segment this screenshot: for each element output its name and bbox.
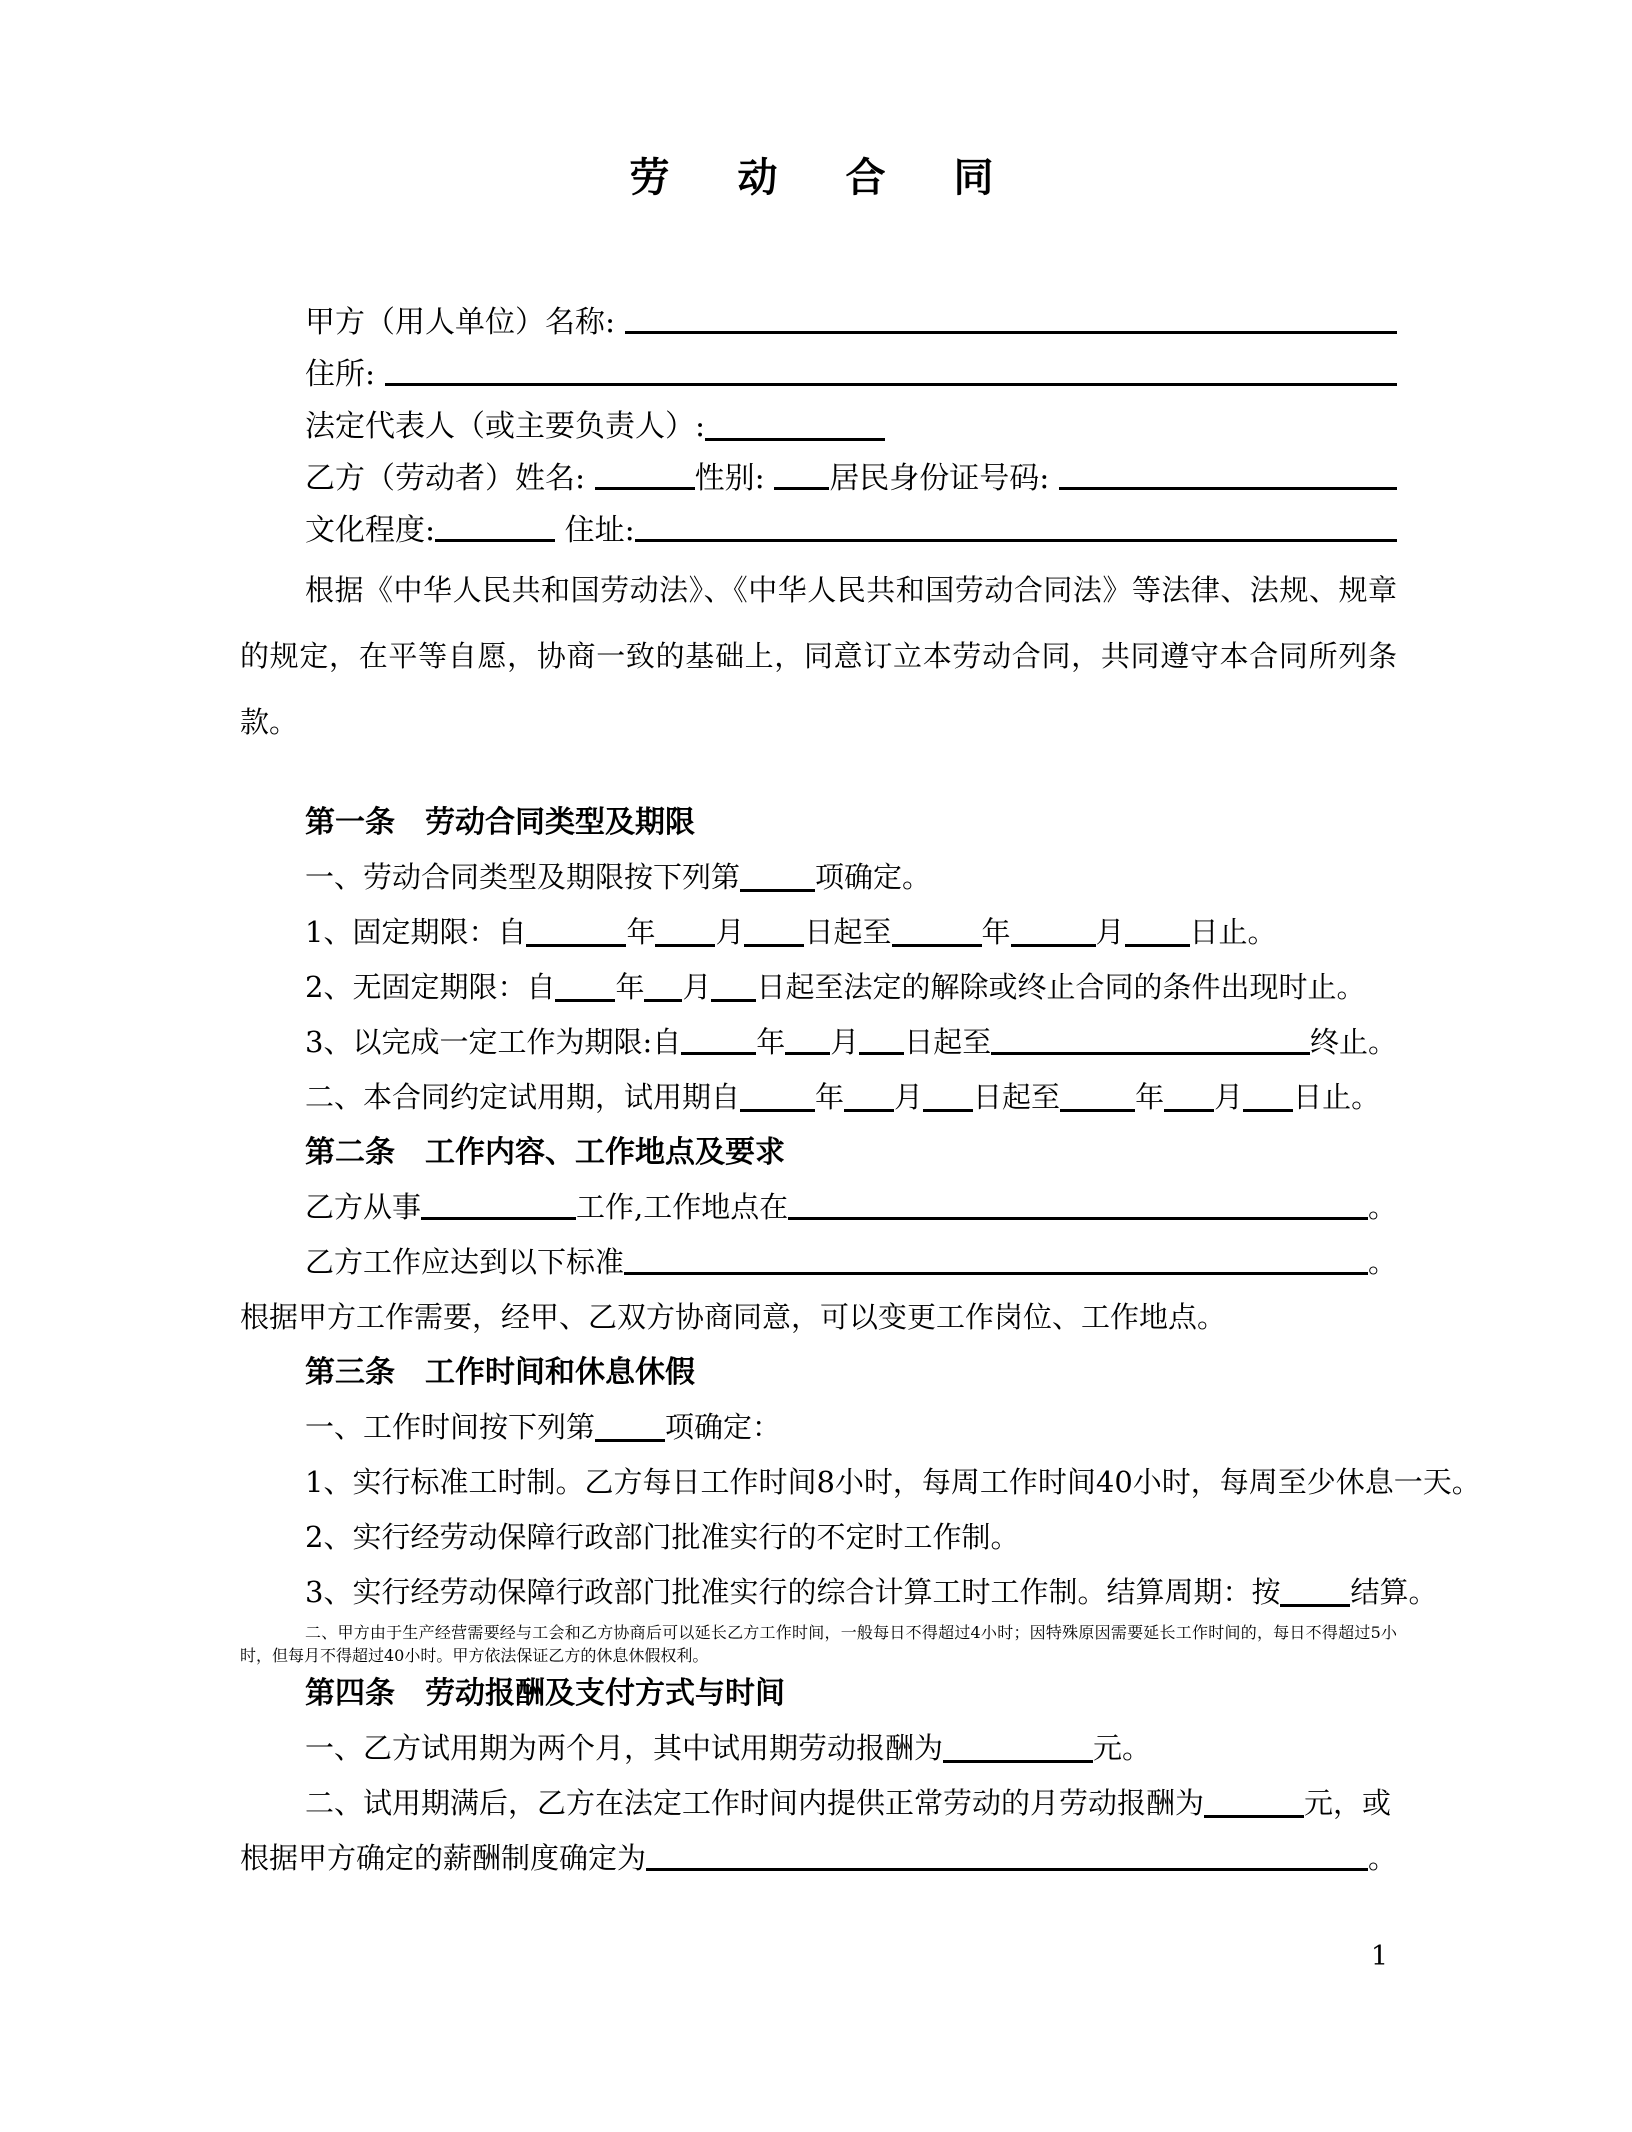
text-run: 乙方工作应达到以下标准 (305, 1245, 625, 1279)
text-run: 2、无固定期限：自 (305, 970, 556, 1004)
blank-field (655, 934, 715, 947)
text-run: 项确定： (665, 1410, 782, 1444)
blank-field (526, 934, 626, 947)
text-run: 年 (1135, 1080, 1165, 1114)
article-4-item-1 (240, 1721, 1397, 1776)
text-run: 第四条 劳动报酬及支付方式与时间 (305, 1676, 785, 1711)
blank-field (1059, 487, 1397, 490)
blank-field (681, 1052, 756, 1055)
text-run: 第二条 工作内容、工作地点及要求 (305, 1135, 785, 1170)
blank-field (385, 383, 1397, 386)
blank-field (705, 428, 885, 441)
text-run: 根据《中华人民共和国劳动法》、《中华人民共和国劳动合同法》等法律、法规、规章的规定，在平等自愿，协商一致的基础上，同意订立本劳动合同，共同遵守本合同所列条款。 (240, 573, 1397, 739)
text-run: 元，或 (1304, 1786, 1392, 1820)
text-run: 3、实行经劳动保障行政部门批准实行的综合计算工时工作制。结算周期：按 (305, 1575, 1281, 1609)
text-run: 一、劳动合同类型及期限按下列第 (305, 860, 741, 894)
text-run: 工作,工作地点在 (576, 1190, 789, 1224)
blank-field (740, 879, 815, 892)
line-legal-representative (240, 401, 1397, 453)
blank-field (595, 487, 695, 490)
page-title: 劳 动 合 同 (629, 154, 1008, 201)
text-run: 住址: (555, 513, 635, 548)
text-run: 终止。 (1309, 1025, 1397, 1059)
text-run: 根据甲方工作需要，经甲、乙双方协商同意，可以变更工作岗位、工作地点。 (240, 1300, 1227, 1334)
line-party-a-name (240, 297, 1397, 349)
text-run: 乙方（劳动者）姓名: (305, 461, 595, 496)
article-2-line-1 (240, 1180, 1397, 1235)
text-run: 住所: (305, 357, 385, 392)
blank-field (788, 1217, 1368, 1220)
text-run: 1、固定期限：自 (305, 915, 527, 949)
article-2-line-2 (240, 1235, 1397, 1290)
blank-field (646, 1868, 1368, 1871)
text-run: 年 (626, 915, 656, 949)
line-party-a-address (240, 349, 1397, 401)
text-run: 二、本合同约定试用期，试用期自 (305, 1080, 741, 1114)
blank-field (1060, 1099, 1135, 1112)
blank-field (844, 1099, 894, 1112)
article-3-item-1 (240, 1400, 1397, 1455)
article-1-clause-2 (240, 960, 1397, 1015)
text-run: 日起至 (973, 1080, 1061, 1114)
text-run: 年 (756, 1025, 786, 1059)
blank-field (740, 1099, 815, 1112)
article-1-clause-3 (240, 1015, 1397, 1070)
text-run: 一、工作时间按下列第 (305, 1410, 596, 1444)
text-run: 二、甲方由于生产经营需要经与工会和乙方协商后可以延长乙方工作时间，一般每日不得超过4小时；因特殊原因需要延长工作时间的，每日不得超过5小时，但每月不得超过40小时。甲方依法保证乙方的休息休假权利。 (240, 1623, 1397, 1665)
blank-field (892, 934, 982, 947)
text-run: 月 (715, 915, 745, 949)
text-run: 一、乙方试用期为两个月，其中试用期劳动报酬为 (305, 1731, 944, 1765)
text-run: 甲方（用人单位）名称: (305, 305, 625, 340)
document-lines (240, 297, 1481, 1886)
article-2-heading (240, 1125, 1397, 1180)
text-run: 年 (615, 970, 645, 1004)
text-run: 。 (1367, 1245, 1397, 1279)
text-run: 日止。 (1189, 915, 1277, 949)
text-run: 3、以完成一定工作为期限:自 (305, 1025, 682, 1059)
article-4-item-2-line-2 (240, 1831, 1397, 1886)
text-run: 日起至法定的解除或终止合同的条件出现时止。 (756, 970, 1366, 1004)
blank-field (555, 989, 615, 1002)
blank-field (1280, 1594, 1350, 1607)
intro-paragraph (240, 557, 1397, 755)
blank-field (1243, 1099, 1293, 1112)
blank-field (1011, 934, 1096, 947)
blank-field (421, 1217, 576, 1220)
article-4-item-2-line-1 (240, 1776, 1397, 1831)
text-run: 居民身份证号码: (829, 461, 1059, 496)
blank-field (744, 934, 804, 947)
text-run: 日起至 (804, 915, 892, 949)
text-run: 日止。 (1293, 1080, 1381, 1114)
blank-field (859, 1052, 904, 1055)
blank-field (785, 1052, 830, 1055)
text-run: 月 (1214, 1080, 1244, 1114)
blank-field (625, 331, 1397, 334)
article-3-clause-2 (240, 1510, 1397, 1565)
blank-field (991, 1052, 1310, 1055)
blank-field (774, 487, 829, 490)
blank-field (595, 1429, 665, 1442)
text-run: 根据甲方确定的薪酬制度确定为 (240, 1841, 647, 1875)
text-run: 日起至 (904, 1025, 992, 1059)
line-education-address (240, 505, 1397, 557)
text-run: 结算。 (1350, 1575, 1438, 1609)
text-run: 月 (1095, 915, 1125, 949)
text-run: 第三条 工作时间和休息休假 (305, 1355, 695, 1390)
text-run: 2、实行经劳动保障行政部门批准实行的不定时工作制。 (305, 1520, 1020, 1554)
text-run: 法定代表人（或主要负责人）: (305, 409, 706, 444)
blank-field (923, 1099, 973, 1112)
text-run: 乙方从事 (305, 1190, 422, 1224)
blank-field (943, 1750, 1093, 1763)
page-number: 1 (1370, 1941, 1388, 1972)
blank-field (644, 989, 682, 1002)
blank-field (1204, 1805, 1304, 1818)
text-run: 项确定。 (815, 860, 932, 894)
text-run: 性别: (694, 461, 775, 496)
text-run: 第一条 劳动合同类型及期限 (305, 805, 695, 840)
article-3-clause-1 (240, 1455, 1481, 1510)
line-party-b-identity (240, 453, 1397, 505)
article-1-heading (240, 795, 1397, 850)
text-run: 文化程度: (305, 513, 436, 548)
article-3-heading (240, 1345, 1397, 1400)
page-content (240, 0, 1481, 1886)
text-run: 年 (981, 915, 1011, 949)
article-2-line-3 (240, 1290, 1397, 1345)
blank-field (635, 539, 1397, 542)
article-3-clause-3 (240, 1565, 1438, 1620)
article-1-clause-1 (240, 905, 1397, 960)
blank-field (435, 539, 555, 542)
blank-field (624, 1272, 1368, 1275)
blank-field (1125, 934, 1190, 947)
text-run: 月 (830, 1025, 860, 1059)
blank-field (711, 989, 756, 1002)
text-run: 。 (1367, 1841, 1397, 1875)
article-3-item-2 (240, 1620, 1397, 1666)
text-run: 月 (682, 970, 712, 1004)
text-run: 1、实行标准工时制。乙方每日工作时间8小时，每周工作时间40小时，每周至少休息一天。 (305, 1465, 1481, 1499)
section-gap (240, 755, 1397, 795)
text-run: 月 (894, 1080, 924, 1114)
text-run: 二、试用期满后，乙方在法定工作时间内提供正常劳动的月劳动报酬为 (305, 1786, 1205, 1820)
text-run: 。 (1367, 1190, 1397, 1224)
blank-field (1164, 1099, 1214, 1112)
text-run: 年 (815, 1080, 845, 1114)
article-1-item-2 (240, 1070, 1397, 1125)
article-1-item-1 (240, 850, 1397, 905)
article-4-heading (240, 1666, 1397, 1721)
text-run: 元。 (1093, 1731, 1152, 1765)
